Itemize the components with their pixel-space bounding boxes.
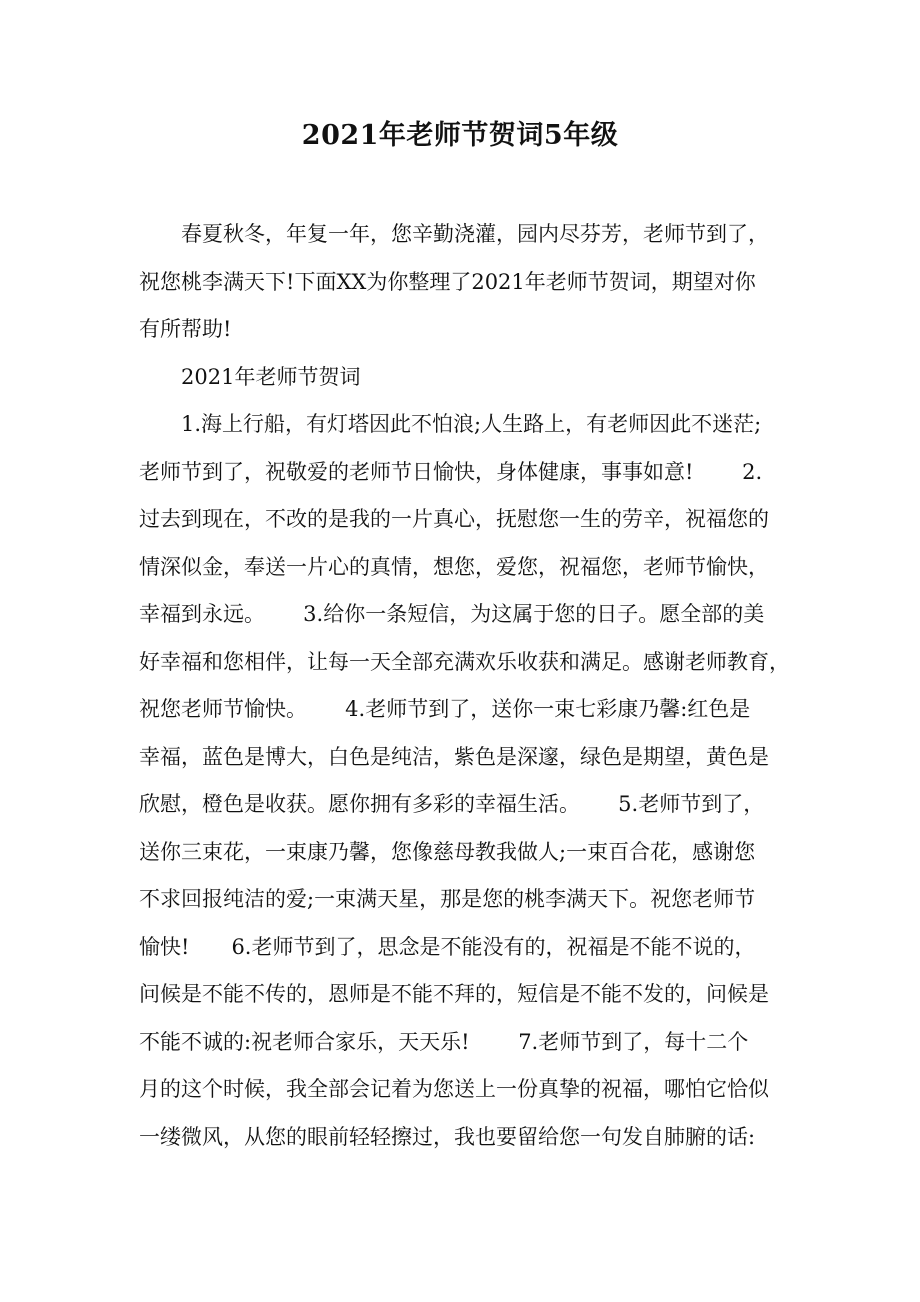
body-line: 月的这个时候，我全部会记着为您送上一份真挚的祝福，哪怕它恰似	[139, 1077, 769, 1101]
body-line: 情深似金，奉送一片心的真情，想您，爱您，祝福您，老师节愉快，	[139, 554, 769, 579]
body-line: 不能不诚的:祝老师合家乐，天天乐! 7.老师节到了，每十二个	[139, 1029, 749, 1054]
body-line: 一缕微风，从您的眼前轻轻擦过，我也要留给您一句发自肺腑的话:	[139, 1124, 756, 1149]
body-line: 问候是不能不传的，恩师是不能不拜的，短信是不能不发的，问候是	[139, 982, 769, 1006]
body-line: 幸福，蓝色是博大，白色是纯洁，紫色是深邃，绿色是期望，黄色是	[139, 744, 769, 769]
body-line: 祝您桃李满天下!下面XX为你整理了2021年老师节贺词，期望对你	[139, 269, 756, 294]
body-line: 有所帮助!	[139, 317, 232, 341]
body-line: 过去到现在，不改的是我的一片真心，抚慰您一生的劳辛，祝福您的	[139, 507, 769, 531]
body-line: 送你三束花，一束康乃馨，您像慈母教我做人;一束百合花，感谢您	[139, 839, 756, 864]
body-line: 春夏秋冬，年复一年，您辛勤浇灌，园内尽芬芳，老师节到了，	[139, 222, 769, 246]
document-title: 2021年老师节贺词5年级	[301, 120, 619, 151]
body-line: 好幸福和您相伴，让每一天全部充满欢乐收获和满足。感谢老师教育，	[139, 649, 790, 674]
body-line: 不求回报纯洁的爱;一束满天星，那是您的桃李满天下。祝您老师节	[139, 887, 756, 911]
body-line: 欣慰，橙色是收获。愿你拥有多彩的幸福生活。 5.老师节到了，	[139, 792, 765, 816]
body-line: 老师节到了，祝敬爱的老师节日愉快，身体健康，事事如意! 2.	[139, 459, 763, 484]
body-line: 2021年老师节贺词	[139, 364, 361, 389]
body-line: 祝您老师节愉快。 4.老师节到了，送你一束七彩康乃馨:红色是	[139, 697, 751, 721]
body-line: 愉快! 6.老师节到了，思念是不能没有的，祝福是不能不说的，	[139, 934, 756, 959]
body-line: 幸福到永远。 3.给你一条短信，为这属于您的日子。愿全部的美	[139, 602, 765, 626]
body-line: 1.海上行船，有灯塔因此不怕浪;人生路上，有老师因此不迷茫;	[139, 412, 762, 436]
